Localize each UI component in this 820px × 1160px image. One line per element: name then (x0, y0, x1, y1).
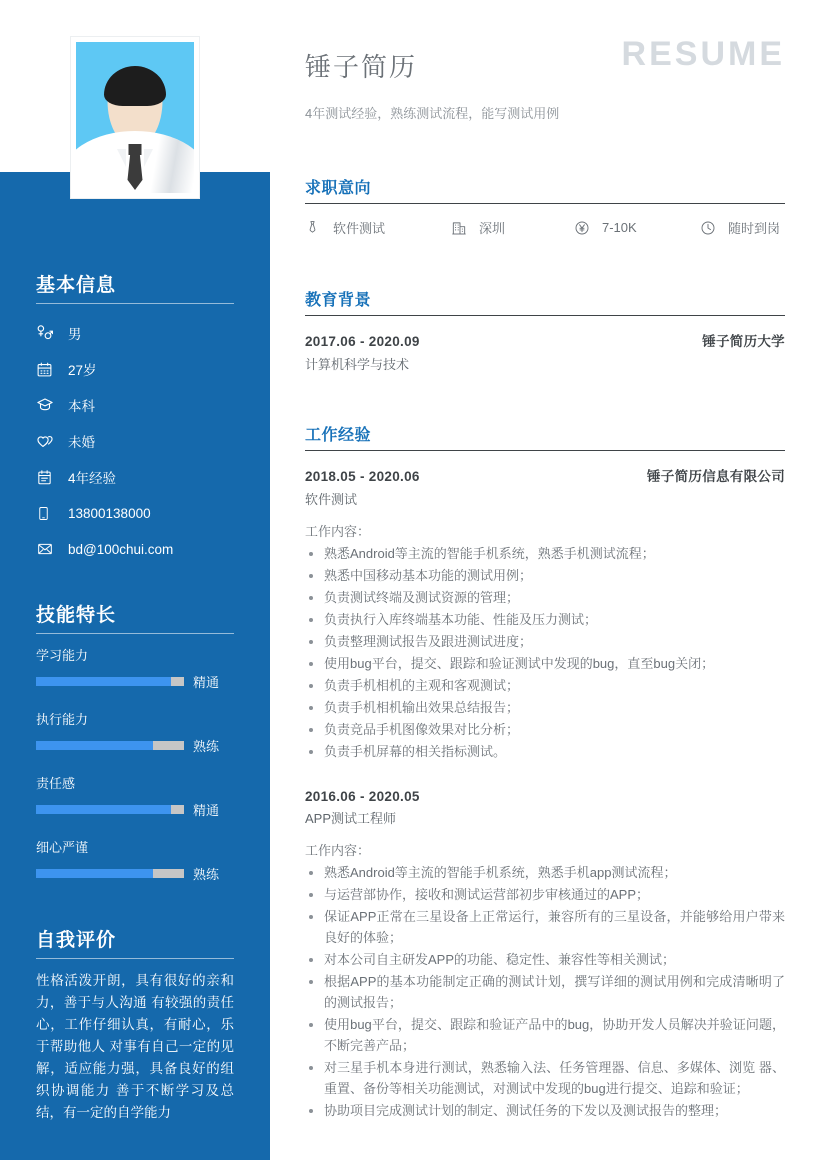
info-value-phone: 13800138000 (68, 505, 151, 521)
education-school: 锤子简历大学 (702, 334, 785, 349)
work-bullet: 负责整理测试报告及跟进测试进度； (305, 631, 785, 652)
work-bullet: 熟悉中国移动基本功能的测试用例； (305, 565, 785, 586)
self-evaluation-text: 性格活泼开朗，具有很好的亲和力，善于与人沟通 有较强的责任心，工作仔细认真，有耐心，乐于帮助他人 对事有自己一定的见解，适应能力强，具备良好的组织协调能力 善于不断学习及总结，有一定的自学能力 (36, 973, 234, 1120)
work-bullet-list (305, 543, 785, 762)
basic-info-divider (36, 303, 234, 304)
basic-info-title: 基本信息 (36, 275, 117, 296)
work-entry (305, 789, 785, 1121)
work-bullet: 熟悉Android等主流的智能手机系统，熟悉手机测试流程； (305, 543, 785, 564)
info-value-experience: 4年经验 (68, 471, 117, 486)
resume-watermark: RESUME (621, 35, 785, 73)
education-section (305, 287, 785, 377)
job-intention-title: 求职意向 (305, 180, 372, 197)
work-period: 2018.05 - 2020.06 (305, 469, 420, 484)
info-row-degree (36, 387, 234, 423)
education-divider (305, 315, 785, 316)
job-intention-list (305, 218, 785, 237)
info-value-marital: 未婚 (68, 435, 95, 450)
skill-progress-bar (36, 677, 184, 686)
work-experience-divider (305, 450, 785, 451)
work-content-label: 工作内容： (305, 524, 371, 539)
work-bullet-list (305, 862, 785, 1121)
phone-icon (36, 504, 58, 522)
skill-item (36, 773, 234, 819)
skill-item (36, 645, 234, 691)
education-title: 教育背景 (305, 292, 372, 309)
job-intention-availability-value: 随时到岗 (728, 221, 781, 236)
info-value-email: bd@100chui.com (68, 541, 174, 557)
work-bullet: 负责竞品手机图像效果对比分析； (305, 719, 785, 740)
skill-progress-bar (36, 805, 184, 814)
work-bullet: 负责手机相机输出效果总结报告； (305, 697, 785, 718)
work-bullet: 负责执行入库终端基本功能、性能及压力测试； (305, 609, 785, 630)
skill-level: 熟练 (193, 739, 220, 754)
skill-name: 学习能力 (36, 648, 89, 663)
work-bullet: 保证APP正常在三星设备上正常运行，兼容所有的三星设备，并能够给用户带来良好的体验； (305, 906, 785, 948)
hearts-icon (36, 432, 58, 450)
building-icon (451, 219, 471, 237)
work-content-label: 工作内容： (305, 843, 371, 858)
avatar-illustration (76, 42, 194, 193)
skill-level: 精通 (193, 675, 220, 690)
tie-icon (305, 219, 325, 237)
skill-level: 熟练 (193, 867, 220, 882)
skill-progress-bar (36, 869, 184, 878)
skill-progress-bar (36, 741, 184, 750)
job-intention-city (451, 218, 574, 237)
skill-item (36, 709, 234, 755)
info-row-email (36, 531, 234, 567)
work-bullet: 熟悉Android等主流的智能手机系统，熟悉手机app测试流程； (305, 862, 785, 883)
skills-divider (36, 633, 234, 634)
calendar-icon (36, 360, 58, 378)
skills-section (36, 600, 234, 901)
work-bullet: 负责手机屏幕的相关指标测试。 (305, 741, 785, 762)
info-row-marital (36, 423, 234, 459)
work-bullet: 根据APP的基本功能制定正确的测试计划，撰写详细的测试用例和完成清晰明了的测试报告； (305, 971, 785, 1013)
tagline: 4年测试经验，熟练测试流程，能写测试用例 (305, 106, 560, 121)
work-experience-title: 工作经验 (305, 427, 372, 444)
job-intention-availability (700, 218, 780, 237)
avatar (71, 37, 199, 198)
job-intention-divider (305, 203, 785, 204)
job-intention-section (305, 175, 785, 237)
job-intention-position-value: 软件测试 (333, 221, 386, 236)
info-value-gender: 男 (68, 327, 82, 342)
self-evaluation-divider (36, 958, 234, 959)
skill-level: 精通 (193, 803, 220, 818)
work-entry (305, 465, 785, 762)
work-bullet: 对本公司自主研发APP的功能、稳定性、兼容性等相关测试； (305, 949, 785, 970)
self-evaluation-section (36, 925, 234, 1124)
work-period: 2016.06 - 2020.05 (305, 789, 420, 804)
clock-icon (700, 219, 720, 237)
work-bullet: 负责手机相机的主观和客观测试； (305, 675, 785, 696)
clipboard-icon (36, 468, 58, 486)
education-entry (305, 330, 785, 373)
work-bullet: 协助项目完成测试计划的制定、测试任务的下发以及测试报告的整理； (305, 1100, 785, 1121)
basic-info-section (36, 270, 234, 567)
page-title: 锤子简历 (305, 52, 418, 82)
job-intention-city-value: 深圳 (479, 221, 506, 236)
skill-name: 细心严谨 (36, 840, 89, 855)
gender-icon (36, 324, 58, 342)
yen-icon (574, 219, 594, 237)
work-bullet: 与运营部协作，接收和测试运营部初步审核通过的APP； (305, 884, 785, 905)
work-role: APP测试工程师 (305, 811, 397, 826)
skill-name: 责任感 (36, 776, 76, 791)
education-period: 2017.06 - 2020.09 (305, 334, 420, 349)
job-intention-position (305, 218, 451, 237)
skills-title: 技能特长 (36, 605, 117, 626)
info-row-age (36, 351, 234, 387)
work-bullet: 对三星手机本身进行测试，熟悉输入法、任务管理器、信息、多媒体、浏览 器、重置、备份等相关功能测试，对测试中发现的bug进行提交、追踪和验证； (305, 1057, 785, 1099)
info-row-phone (36, 495, 234, 531)
work-bullet: 使用bug平台，提交、跟踪和验证产品中的bug，协助开发人员解决并验证问题，不断完善产品； (305, 1014, 785, 1056)
job-intention-salary (574, 219, 700, 237)
work-role: 软件测试 (305, 492, 358, 507)
envelope-icon (36, 540, 58, 558)
work-experience-section (305, 422, 785, 1125)
graduation-cap-icon (36, 396, 58, 414)
skill-item (36, 837, 234, 883)
skill-name: 执行能力 (36, 712, 89, 727)
work-bullet: 使用bug平台，提交、跟踪和验证测试中发现的bug，直至bug关闭； (305, 653, 785, 674)
self-evaluation-title: 自我评价 (36, 930, 117, 951)
job-intention-salary-value: 7-10K (602, 220, 637, 235)
education-major: 计算机科学与技术 (305, 357, 410, 372)
info-value-age: 27岁 (68, 363, 97, 378)
info-row-experience (36, 459, 234, 495)
info-value-degree: 本科 (68, 399, 95, 414)
work-company: 锤子简历信息有限公司 (647, 469, 785, 484)
work-bullet: 负责测试终端及测试资源的管理； (305, 587, 785, 608)
info-row-gender (36, 315, 234, 351)
